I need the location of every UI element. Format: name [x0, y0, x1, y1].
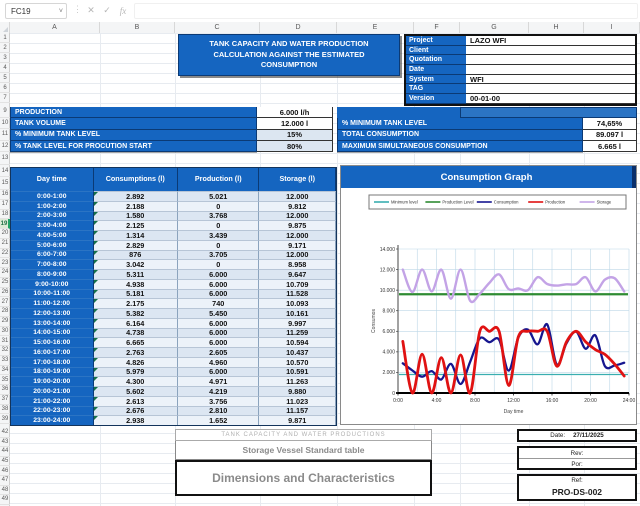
- svg-text:8:00: 8:00: [470, 398, 480, 404]
- value-cell[interactable]: 6.000: [178, 328, 260, 338]
- column-header-G[interactable]: G: [460, 22, 529, 33]
- value-cell[interactable]: 10.594: [259, 337, 336, 347]
- value-cell[interactable]: 4.960: [178, 357, 260, 367]
- row-header-12[interactable]: 12: [0, 141, 10, 153]
- row-header-7[interactable]: 7: [0, 93, 10, 103]
- row-header-39[interactable]: 39: [0, 414, 10, 424]
- param-right-label[interactable]: % MINIMUM TANK LEVEL: [337, 118, 583, 129]
- value-cell[interactable]: 9.647: [259, 269, 336, 279]
- row-header-48[interactable]: 48: [0, 486, 10, 496]
- project-row-date: [406, 65, 635, 75]
- column-header-D[interactable]: D: [260, 22, 337, 33]
- value-cell[interactable]: 10.570: [259, 357, 336, 367]
- row-header-31[interactable]: 31: [0, 336, 10, 346]
- cancel-icon[interactable]: ✕: [87, 5, 95, 15]
- param-right-value[interactable]: 89.097 l: [583, 130, 637, 141]
- param-right-value[interactable]: 74,65%: [583, 118, 637, 129]
- value-cell[interactable]: 6.000: [178, 269, 260, 279]
- consumption-table: [10, 167, 337, 426]
- row-header-10[interactable]: 10: [0, 118, 10, 130]
- svg-text:14.000: 14.000: [379, 246, 395, 253]
- param-right-row: [337, 141, 637, 152]
- day-time-cell[interactable]: 13:00-14:00: [11, 318, 94, 328]
- project-row-quotation: [406, 55, 635, 65]
- insert-function-icon[interactable]: fx: [119, 5, 127, 16]
- value-cell[interactable]: 3.756: [178, 396, 260, 406]
- footer-ref-box: [517, 474, 637, 501]
- param-right-label[interactable]: MAXIMUM SIMULTANEOUS CONSUMPTION: [337, 141, 583, 152]
- column-header-A[interactable]: A: [10, 22, 100, 33]
- table-row: [11, 298, 336, 308]
- param-left-label[interactable]: % MINIMUM TANK LEVEL: [10, 130, 257, 141]
- value-cell[interactable]: 6.000: [178, 318, 260, 328]
- value-cell[interactable]: 2.829: [94, 240, 178, 250]
- svg-text:2.000: 2.000: [382, 370, 395, 377]
- value-cell[interactable]: 8.958: [259, 259, 336, 269]
- value-cell[interactable]: 3.705: [178, 250, 260, 260]
- consumption-table-header: [11, 168, 336, 191]
- table-row: [11, 279, 336, 289]
- value-cell[interactable]: 3.768: [178, 211, 260, 221]
- day-time-cell[interactable]: 4:00-5:00: [11, 230, 94, 240]
- day-time-cell[interactable]: 7:00-8:00: [11, 259, 94, 269]
- value-cell[interactable]: 5.450: [178, 308, 260, 318]
- value-cell[interactable]: 6.164: [94, 318, 178, 328]
- row-header-5[interactable]: 5: [0, 73, 10, 83]
- table-row: [11, 269, 336, 279]
- project-value[interactable]: LAZO WFI: [466, 36, 635, 46]
- value-cell[interactable]: 11.023: [259, 396, 336, 406]
- table-row: [11, 211, 336, 221]
- sheet-area[interactable]: [0, 33, 640, 506]
- row-header-23[interactable]: 23: [0, 258, 10, 268]
- row-header-34[interactable]: 34: [0, 366, 10, 376]
- row-header-16[interactable]: 16: [0, 190, 10, 200]
- row-header-47[interactable]: 47: [0, 476, 10, 486]
- title-line-1: TANK CAPACITY AND WATER PRODUCTION: [209, 38, 369, 48]
- row-header-33[interactable]: 33: [0, 356, 10, 366]
- value-cell[interactable]: 2.175: [94, 298, 178, 308]
- table-row: [11, 357, 336, 367]
- value-cell[interactable]: 6.665: [94, 337, 178, 347]
- value-cell[interactable]: 9.997: [259, 318, 336, 328]
- column-header-B[interactable]: B: [100, 22, 175, 33]
- project-row-version: [406, 94, 635, 104]
- row-header-3[interactable]: 3: [0, 53, 10, 63]
- table-row: [11, 259, 336, 269]
- param-left-row: [10, 107, 333, 118]
- svg-text:Minimum level: Minimum level: [391, 199, 418, 205]
- value-cell[interactable]: 10.709: [259, 279, 336, 289]
- table-row: [11, 406, 336, 416]
- project-label[interactable]: Version: [406, 94, 466, 104]
- row-header-2[interactable]: 2: [0, 43, 10, 53]
- svg-text:24:00: 24:00: [622, 398, 636, 404]
- date-value: 27/11/2025: [573, 432, 604, 439]
- title-line-2: CALCULATION AGAINST THE ESTIMATED: [213, 49, 365, 59]
- table-row: [11, 337, 336, 347]
- project-value[interactable]: WFI: [466, 75, 635, 85]
- table-column-header[interactable]: Production (l): [178, 168, 260, 191]
- param-left-row: [10, 118, 333, 129]
- day-time-cell[interactable]: 9:00-10:00: [11, 279, 94, 289]
- day-time-cell[interactable]: 12:00-13:00: [11, 308, 94, 318]
- project-value[interactable]: [466, 65, 635, 75]
- param-right-value[interactable]: 6.665 l: [583, 141, 637, 152]
- value-cell[interactable]: 9.880: [259, 386, 336, 396]
- row-header-18[interactable]: 18: [0, 210, 10, 220]
- por-label: Por:: [571, 460, 583, 468]
- param-left-value[interactable]: 80%: [257, 141, 333, 152]
- table-row: [11, 201, 336, 211]
- row-header-13[interactable]: 13: [0, 152, 10, 165]
- row-header-45[interactable]: 45: [0, 457, 10, 467]
- svg-text:0: 0: [392, 390, 395, 397]
- svg-text:Production: Production: [545, 199, 566, 205]
- day-time-cell[interactable]: 16:00-17:00: [11, 347, 94, 357]
- table-column-header[interactable]: Storage (l): [259, 168, 336, 191]
- value-cell[interactable]: 2.810: [178, 406, 260, 416]
- param-left-value[interactable]: 12.000 l: [257, 118, 333, 129]
- value-cell[interactable]: 4.971: [178, 376, 260, 386]
- value-cell[interactable]: 2.605: [178, 347, 260, 357]
- row-header-22[interactable]: 22: [0, 249, 10, 259]
- row-header-4[interactable]: 4: [0, 63, 10, 73]
- day-time-cell[interactable]: 18:00-19:00: [11, 367, 94, 377]
- value-cell[interactable]: 12.000: [259, 250, 336, 260]
- formula-bar-divider: ⋮: [73, 4, 82, 14]
- row-header-17[interactable]: 17: [0, 200, 10, 210]
- table-row: [11, 230, 336, 240]
- column-header-H[interactable]: H: [529, 22, 584, 33]
- project-row-system: [406, 75, 635, 85]
- project-value[interactable]: [466, 55, 635, 65]
- value-cell[interactable]: 0: [178, 201, 260, 211]
- row-header-1[interactable]: 1: [0, 33, 10, 43]
- footer-rev-box: [517, 446, 637, 470]
- chart-title: Consumption Graph: [341, 166, 636, 188]
- rev-label: Rev:: [519, 448, 635, 459]
- value-cell[interactable]: 10.161: [259, 308, 336, 318]
- project-label[interactable]: System: [406, 75, 466, 85]
- row-header-25[interactable]: 25: [0, 278, 10, 288]
- name-box[interactable]: [5, 3, 67, 19]
- row-header-36[interactable]: 36: [0, 385, 10, 395]
- day-time-cell[interactable]: 17:00-18:00: [11, 357, 94, 367]
- row-header-11[interactable]: 11: [0, 129, 10, 141]
- svg-text:Production Level: Production Level: [442, 199, 474, 205]
- value-cell[interactable]: 4.738: [94, 328, 178, 338]
- value-cell[interactable]: 2.763: [94, 347, 178, 357]
- day-time-cell[interactable]: 21:00-22:00: [11, 396, 94, 406]
- date-label: Date:: [550, 432, 566, 439]
- sheet-title-block[interactable]: [178, 34, 400, 76]
- table-row: [11, 250, 336, 260]
- value-cell[interactable]: 9.812: [259, 201, 336, 211]
- table-row: [11, 367, 336, 377]
- svg-text:Storage: Storage: [596, 199, 612, 205]
- table-row: [11, 347, 336, 357]
- param-right-row: [337, 130, 637, 141]
- row-header-44[interactable]: 44: [0, 447, 10, 457]
- day-time-cell[interactable]: 5:00-6:00: [11, 240, 94, 250]
- table-column-header[interactable]: Consumptions (l): [94, 168, 178, 191]
- day-time-cell[interactable]: 2:00-3:00: [11, 211, 94, 221]
- chart-plot: [341, 188, 636, 424]
- value-cell[interactable]: 9.875: [259, 220, 336, 230]
- value-cell[interactable]: 1.652: [178, 415, 260, 425]
- table-row: [11, 240, 336, 250]
- value-cell[interactable]: 10.591: [259, 367, 336, 377]
- row-header-6[interactable]: 6: [0, 83, 10, 93]
- value-cell[interactable]: 0: [178, 240, 260, 250]
- day-time-cell[interactable]: 22:00-23:00: [11, 406, 94, 416]
- param-left-row: [10, 130, 333, 141]
- svg-text:Day time: Day time: [503, 409, 524, 415]
- footer-date-box: [517, 429, 637, 442]
- project-row-tag: [406, 84, 635, 94]
- select-all-corner[interactable]: [0, 22, 10, 33]
- row-header-20[interactable]: 20: [0, 229, 10, 239]
- name-box-value: FC19: [11, 6, 31, 16]
- project-value[interactable]: [466, 84, 635, 94]
- enter-icon[interactable]: ✓: [103, 5, 111, 15]
- value-cell[interactable]: 4.219: [178, 386, 260, 396]
- value-cell[interactable]: 1.314: [94, 230, 178, 240]
- day-time-cell[interactable]: 20:00-21:00: [11, 386, 94, 396]
- svg-text:12.000: 12.000: [379, 267, 395, 274]
- project-info-table: [404, 34, 637, 106]
- row-header-46[interactable]: 46: [0, 466, 10, 476]
- column-header-C[interactable]: C: [175, 22, 260, 33]
- day-time-cell[interactable]: 19:00-20:00: [11, 376, 94, 386]
- consumption-table-body: [11, 191, 336, 425]
- row-header-15[interactable]: 15: [0, 177, 10, 190]
- table-row: [11, 328, 336, 338]
- row-header-27[interactable]: 27: [0, 297, 10, 307]
- value-cell[interactable]: 5.181: [94, 289, 178, 299]
- row-header-26[interactable]: 26: [0, 288, 10, 298]
- ref-value: PRO-DS-002: [551, 487, 603, 497]
- table-row: [11, 376, 336, 386]
- table-row: [11, 415, 336, 425]
- svg-text:Consumos: Consumos: [371, 309, 377, 333]
- value-cell[interactable]: 5.602: [94, 386, 178, 396]
- footer-doc-title: Dimensions and Characteristics: [175, 460, 432, 496]
- param-left-value[interactable]: 15%: [257, 130, 333, 141]
- row-header-9[interactable]: 9: [0, 106, 10, 118]
- row-header-38[interactable]: 38: [0, 405, 10, 415]
- value-cell[interactable]: 2.676: [94, 406, 178, 416]
- table-row: [11, 386, 336, 396]
- value-cell[interactable]: 2.892: [94, 191, 178, 201]
- row-header-14[interactable]: 14: [0, 165, 10, 177]
- table-row: [11, 289, 336, 299]
- value-cell[interactable]: 6.000: [178, 367, 260, 377]
- value-cell[interactable]: 3.042: [94, 259, 178, 269]
- row-header-37[interactable]: 37: [0, 395, 10, 405]
- row-header-19[interactable]: 19: [0, 219, 10, 229]
- value-cell[interactable]: 6.000: [178, 289, 260, 299]
- column-header-F[interactable]: F: [414, 22, 460, 33]
- svg-text:16:00: 16:00: [545, 398, 559, 404]
- value-cell[interactable]: 10.093: [259, 298, 336, 308]
- value-cell[interactable]: 876: [94, 250, 178, 260]
- value-cell[interactable]: 9.871: [259, 415, 336, 425]
- value-cell[interactable]: 4.938: [94, 279, 178, 289]
- row-header-43[interactable]: 43: [0, 438, 10, 448]
- value-cell[interactable]: 740: [178, 298, 260, 308]
- value-cell[interactable]: 9.171: [259, 240, 336, 250]
- param-left-value[interactable]: 6.000 l/h: [257, 107, 333, 118]
- footer-center-box: [175, 429, 432, 496]
- svg-text:Consumption: Consumption: [493, 199, 519, 205]
- row-gutter: [0, 33, 10, 506]
- value-cell[interactable]: 5.311: [94, 269, 178, 279]
- svg-text:12:00: 12:00: [507, 398, 520, 404]
- svg-text:8.000: 8.000: [382, 308, 395, 315]
- consumption-chart[interactable]: [340, 165, 637, 425]
- project-value[interactable]: [466, 46, 635, 56]
- params-right-empty-bar[interactable]: [337, 107, 637, 118]
- value-cell[interactable]: 2.613: [94, 396, 178, 406]
- svg-text:10.000: 10.000: [379, 287, 395, 294]
- row-header-32[interactable]: 32: [0, 346, 10, 356]
- value-cell[interactable]: 5.979: [94, 367, 178, 377]
- value-cell[interactable]: 10.437: [259, 347, 336, 357]
- param-left-label[interactable]: % TANK LEVEL FOR PROCUTION START: [10, 141, 257, 152]
- param-right-row: [337, 118, 637, 129]
- value-cell[interactable]: 6.000: [178, 337, 260, 347]
- day-time-cell[interactable]: 15:00-16:00: [11, 337, 94, 347]
- day-time-cell[interactable]: 6:00-7:00: [11, 250, 94, 260]
- value-cell[interactable]: 4.300: [94, 376, 178, 386]
- day-time-cell[interactable]: 23:00-24:00: [11, 415, 94, 425]
- row-header-30[interactable]: 30: [0, 327, 10, 337]
- value-cell[interactable]: 12.000: [259, 191, 336, 201]
- svg-text:4.000: 4.000: [382, 349, 395, 356]
- value-cell[interactable]: 11.263: [259, 376, 336, 386]
- row-header-28[interactable]: 28: [0, 307, 10, 317]
- row-header-42[interactable]: 42: [0, 428, 10, 438]
- day-time-cell[interactable]: 3:00-4:00: [11, 220, 94, 230]
- column-header-I[interactable]: I: [584, 22, 640, 33]
- param-left-row: [10, 141, 333, 152]
- project-label[interactable]: Client: [406, 46, 466, 56]
- footer-doc-series: TANK CAPACITY AND WATER PRODUCTIONS: [175, 429, 432, 441]
- day-time-cell[interactable]: 11:00-12:00: [11, 298, 94, 308]
- param-left-label[interactable]: TANK VOLUME: [10, 118, 257, 129]
- value-cell[interactable]: 5.382: [94, 308, 178, 318]
- value-cell[interactable]: 11.157: [259, 406, 336, 416]
- svg-text:6.000: 6.000: [382, 329, 395, 336]
- value-cell[interactable]: 2.188: [94, 201, 178, 211]
- project-label[interactable]: Project: [406, 36, 466, 46]
- table-row: [11, 318, 336, 328]
- row-header-35[interactable]: 35: [0, 375, 10, 385]
- project-label[interactable]: Date: [406, 65, 466, 75]
- param-left-label[interactable]: PRODUCTION: [10, 107, 257, 118]
- value-cell[interactable]: 1.580: [94, 211, 178, 221]
- table-column-header[interactable]: Day time: [11, 168, 94, 191]
- ref-label: Ref:: [571, 477, 583, 484]
- day-time-cell[interactable]: 10:00-11:00: [11, 289, 94, 299]
- formula-bar: [0, 0, 640, 23]
- day-time-cell[interactable]: 8:00-9:00: [11, 269, 94, 279]
- project-row-project: [406, 36, 635, 46]
- day-time-cell[interactable]: 0:00-1:00: [11, 191, 94, 201]
- row-header-24[interactable]: 24: [0, 268, 10, 278]
- project-value[interactable]: 00-01-00: [466, 94, 635, 104]
- value-cell[interactable]: 0: [178, 220, 260, 230]
- value-cell[interactable]: 2.125: [94, 220, 178, 230]
- project-label[interactable]: Quotation: [406, 55, 466, 65]
- value-cell[interactable]: 3.439: [178, 230, 260, 240]
- footer-doc-subtitle: Storage Vessel Standard table: [175, 441, 432, 460]
- value-cell[interactable]: 11.528: [259, 289, 336, 299]
- param-right-label[interactable]: TOTAL CONSUMPTION: [337, 130, 583, 141]
- value-cell[interactable]: 11.259: [259, 328, 336, 338]
- svg-text:20:00: 20:00: [584, 398, 597, 404]
- project-row-client: [406, 46, 635, 56]
- value-cell[interactable]: 5.021: [178, 191, 260, 201]
- value-cell[interactable]: 12.000: [259, 211, 336, 221]
- value-cell[interactable]: 2.938: [94, 415, 178, 425]
- day-time-cell[interactable]: 14:00-15:00: [11, 328, 94, 338]
- project-label[interactable]: TAG: [406, 84, 466, 94]
- column-header-E[interactable]: E: [337, 22, 414, 33]
- table-row: [11, 396, 336, 406]
- day-time-cell[interactable]: 1:00-2:00: [11, 201, 94, 211]
- row-header-49[interactable]: 49: [0, 495, 10, 505]
- value-cell[interactable]: 4.826: [94, 357, 178, 367]
- value-cell[interactable]: 0: [178, 259, 260, 269]
- title-line-3: CONSUMPTION: [260, 60, 318, 70]
- row-header-21[interactable]: 21: [0, 239, 10, 249]
- formula-input[interactable]: [134, 3, 638, 19]
- svg-text:4:00: 4:00: [431, 398, 442, 404]
- chevron-down-icon[interactable]: ˅: [58, 7, 63, 15]
- row-header-29[interactable]: 29: [0, 317, 10, 327]
- value-cell[interactable]: 12.000: [259, 230, 336, 240]
- value-cell[interactable]: 6.000: [178, 279, 260, 289]
- table-row: [11, 308, 336, 318]
- table-row: [11, 220, 336, 230]
- svg-text:0:00: 0:00: [393, 398, 403, 404]
- table-row: [11, 191, 336, 201]
